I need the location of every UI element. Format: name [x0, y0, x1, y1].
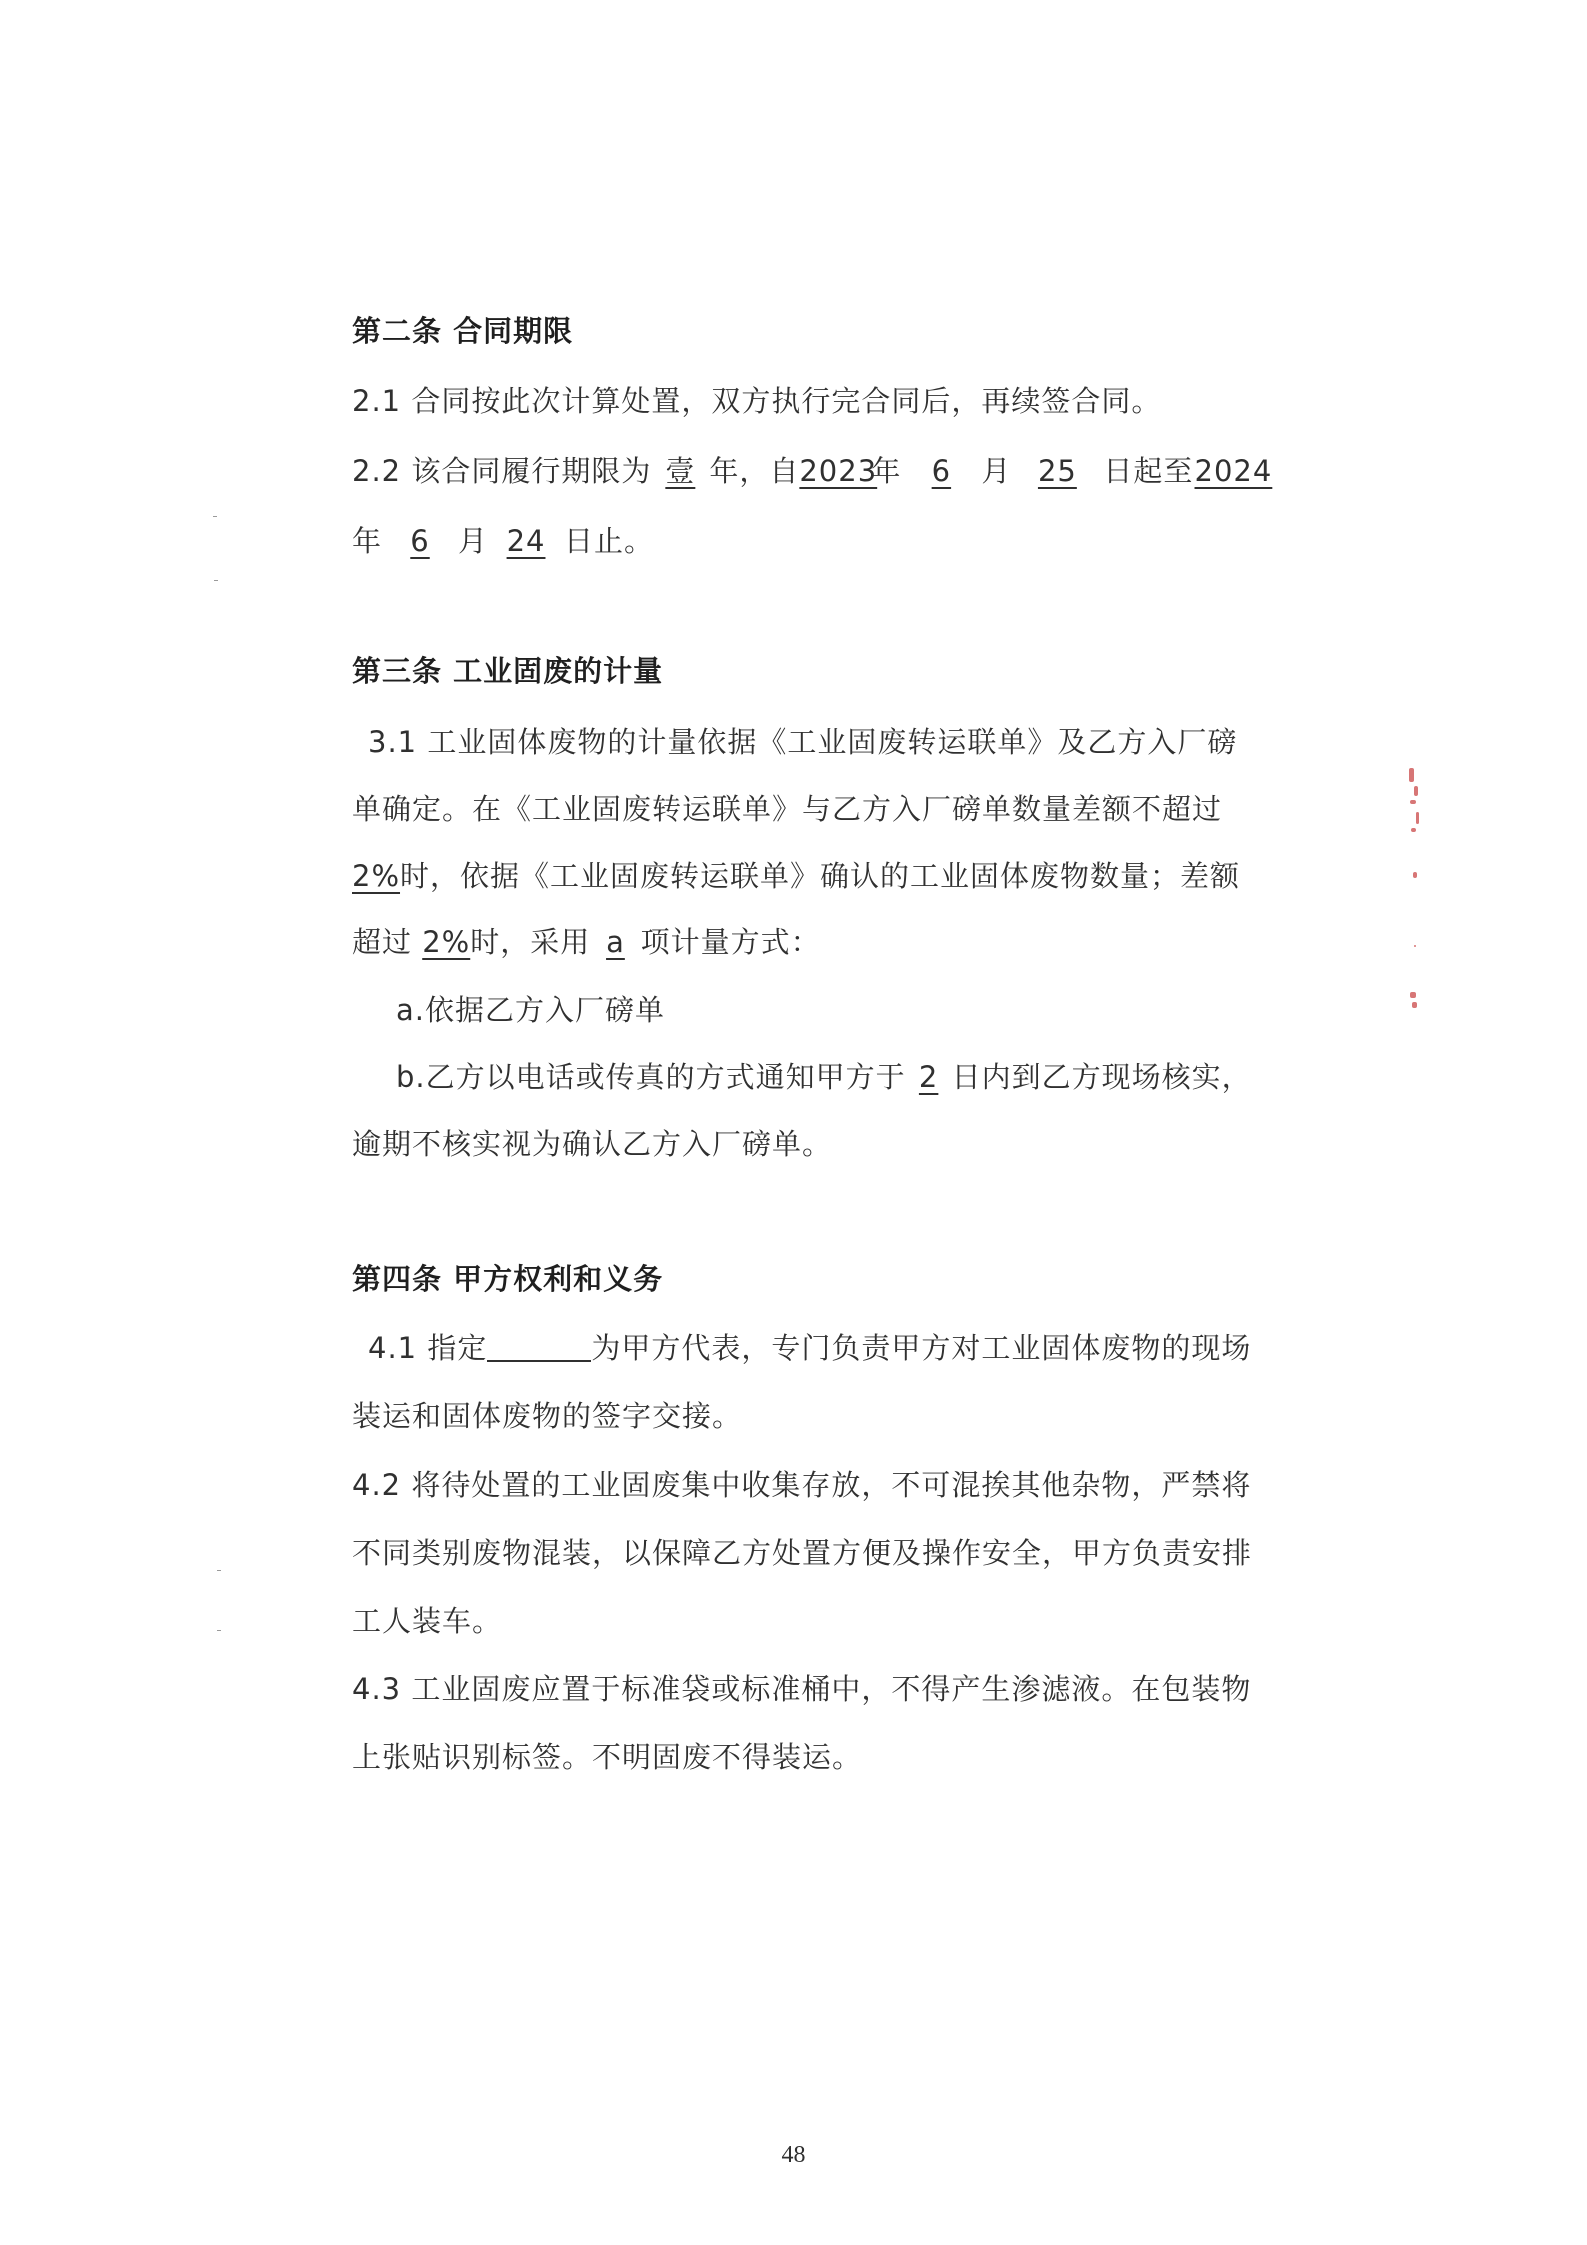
clause-4-2-line-1: 4.2 将待处置的工业固废集中收集存放，不可混挨其他杂物，严禁将 [352, 1468, 1252, 1502]
scan-speck [217, 1570, 221, 1571]
page-number: 48 [781, 2142, 806, 2168]
clause-3-1-line-4 [352, 922, 821, 962]
end-year-field: 2024 [1194, 454, 1273, 488]
clause-text: 月 [458, 524, 489, 558]
clause-text: 4.1 指定 [368, 1331, 488, 1365]
clause-text: 年 [871, 454, 902, 488]
scan-speck [214, 580, 218, 581]
clause-text: 年 [352, 524, 383, 558]
clause-4-3-line-1: 4.3 工业固废应置于标准袋或标准桶中，不得产生渗滤液。在包装物 [352, 1672, 1252, 1706]
article-4-heading: 第四条 甲方权利和义务 [352, 1262, 664, 1296]
clause-2-2-line-2 [352, 521, 654, 561]
clause-4-3-line-2: 上张贴识别标签。不明固废不得装运。 [352, 1740, 863, 1774]
option-b-line-2: 逾期不核实视为确认乙方入厂磅单。 [352, 1127, 833, 1161]
clause-2-2-line-1 [352, 451, 1273, 491]
threshold-percent-field: 2% [352, 859, 401, 893]
article-2-heading: 第二条 合同期限 [352, 314, 574, 348]
clause-text: 日内到乙方现场核实， [951, 1060, 1252, 1094]
clause-2-1: 2.1 合同按此次计算处置，双方执行完合同后，再续签合同。 [352, 384, 1162, 418]
clause-3-1-line-2: 单确定。在《工业固废转运联单》与乙方入厂磅单数量差额不超过 [352, 792, 1223, 826]
clause-2-2-prefix: 2.2 该合同履行期限为 [352, 454, 652, 488]
start-day-field: 25 [1037, 454, 1077, 488]
verify-days-field: 2 [918, 1060, 939, 1094]
clause-text: 时，采用 [470, 925, 601, 959]
clause-text: 日止。 [564, 524, 655, 558]
clause-3-1-line-1: 3.1 工业固体废物的计量依据《工业固废转运联单》及乙方入厂磅 [368, 725, 1238, 759]
term-years-field: 壹 [665, 454, 696, 488]
scan-speck [213, 516, 217, 517]
clause-4-1-line-1 [368, 1328, 1251, 1368]
clause-text: 日起至 [1103, 454, 1194, 488]
clause-4-2-line-3: 工人装车。 [352, 1604, 503, 1638]
representative-blank [487, 1330, 591, 1362]
option-b-line-1 [396, 1057, 1252, 1097]
start-month-field: 6 [931, 454, 952, 488]
end-day-field: 24 [506, 524, 546, 558]
option-a: a.依据乙方入厂磅单 [396, 993, 665, 1027]
scan-speck [217, 1630, 221, 1631]
threshold-percent-field-2: 2% [422, 925, 471, 959]
clause-4-1-line-2: 装运和固体废物的签字交接。 [352, 1399, 743, 1433]
start-year-field: 2023 [799, 454, 878, 488]
clause-4-2-line-2: 不同类别废物混装，以保障乙方处置方便及操作安全，甲方负责安排 [352, 1536, 1253, 1570]
clause-text: 超过 [352, 925, 423, 959]
clause-text: 年，自 [709, 454, 800, 488]
article-3-heading: 第三条 工业固废的计量 [352, 654, 664, 688]
clause-text: 时，依据《工业固废转运联单》确认的工业固体废物数量；差额 [400, 859, 1241, 893]
method-option-field: a [606, 925, 625, 959]
clause-3-1-line-3 [352, 856, 1240, 896]
clause-text: 为甲方代表，专门负责甲方对工业固体废物的现场 [591, 1331, 1252, 1365]
end-month-field: 6 [410, 524, 430, 558]
clause-text: 月 [981, 454, 1012, 488]
clause-text: 项计量方式： [630, 925, 821, 959]
clause-text: b.乙方以电话或传真的方式通知甲方于 [396, 1060, 906, 1094]
